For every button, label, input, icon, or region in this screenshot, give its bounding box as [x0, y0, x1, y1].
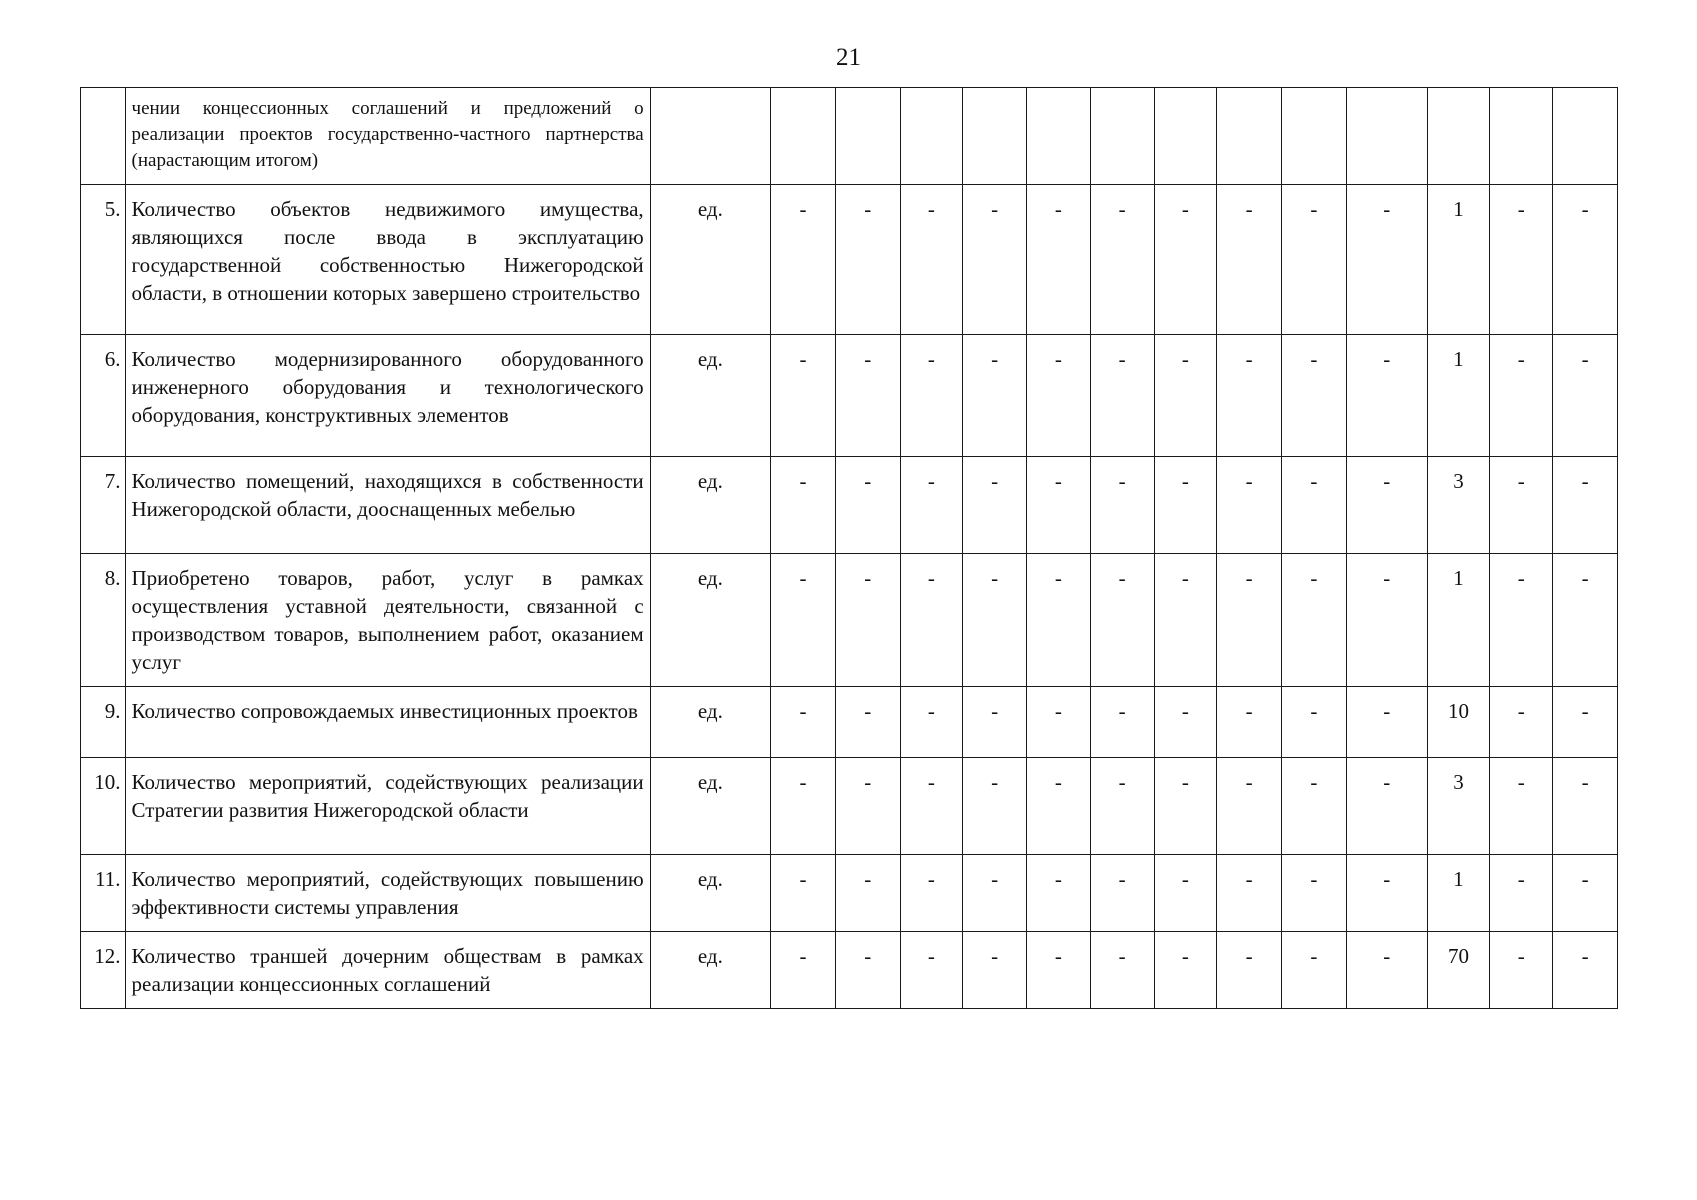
value-cell: - [1346, 335, 1427, 457]
value-cell: - [900, 554, 963, 687]
value-cell: - [1553, 932, 1618, 1009]
value-cell: - [1490, 457, 1553, 554]
indicator-description: Количество мероприятий, содействующих реализации Стратегии развития Нижегородской области [125, 758, 650, 855]
table-row [81, 687, 1618, 758]
value-cell: - [900, 457, 963, 554]
value-cell: - [963, 932, 1027, 1009]
value-cell: 1 [1427, 855, 1490, 932]
value-cell: - [1553, 758, 1618, 855]
value-cell: - [771, 554, 836, 687]
value-cell: - [1490, 185, 1553, 335]
value-cell: - [900, 335, 963, 457]
value-cell: - [1090, 855, 1154, 932]
value-cell: - [1490, 554, 1553, 687]
value-cell: - [1553, 687, 1618, 758]
value-cell: - [771, 855, 836, 932]
value-cell: - [1027, 855, 1091, 932]
value-cell [1154, 88, 1217, 185]
value-cell: - [1346, 185, 1427, 335]
row-number: 8. [81, 554, 126, 687]
value-cell [1346, 88, 1427, 185]
value-cell: - [1027, 335, 1091, 457]
value-cell: - [1217, 687, 1282, 758]
value-cell: 3 [1427, 758, 1490, 855]
value-cell: - [900, 185, 963, 335]
indicator-description: Количество мероприятий, содействующих повышению эффективности системы управления [125, 855, 650, 932]
value-cell [1427, 88, 1490, 185]
value-cell: - [835, 335, 900, 457]
value-cell: - [835, 185, 900, 335]
value-cell: - [1281, 855, 1346, 932]
indicator-description: Количество модернизированного оборудованного инженерного оборудования и технологического оборудования, конструктивных элементов [125, 335, 650, 457]
value-cell: - [1217, 457, 1282, 554]
value-cell: - [835, 932, 900, 1009]
value-cell: - [900, 758, 963, 855]
value-cell: - [1027, 758, 1091, 855]
indicator-description: Приобретено товаров, работ, услуг в рамках осуществления уставной деятельности, связанной с производством товаров, выполнением работ, оказанием услуг [125, 554, 650, 687]
value-cell: - [1090, 335, 1154, 457]
value-cell: - [963, 457, 1027, 554]
value-cell: - [771, 932, 836, 1009]
table-row [81, 457, 1618, 554]
value-cell: - [1346, 457, 1427, 554]
value-cell: - [1281, 758, 1346, 855]
value-cell: - [1217, 932, 1282, 1009]
value-cell: - [1553, 185, 1618, 335]
value-cell: - [835, 687, 900, 758]
value-cell: - [771, 185, 836, 335]
value-cell: - [1090, 932, 1154, 1009]
value-cell: - [1027, 687, 1091, 758]
table-body [81, 88, 1618, 1009]
indicators-table [80, 87, 1618, 1009]
row-number: 9. [81, 687, 126, 758]
value-cell: - [1090, 185, 1154, 335]
value-cell: - [1154, 855, 1217, 932]
value-cell: - [1154, 932, 1217, 1009]
unit-cell: ед. [650, 758, 770, 855]
indicator-description: Количество объектов недвижимого имущества, являющихся после ввода в эксплуатацию государственной собственностью Нижегородской области, в отношении которых завершено строительство [125, 185, 650, 335]
value-cell: - [1346, 855, 1427, 932]
table-row [81, 335, 1618, 457]
value-cell: 1 [1427, 185, 1490, 335]
value-cell: - [1281, 335, 1346, 457]
value-cell: - [963, 758, 1027, 855]
unit-cell: ед. [650, 185, 770, 335]
indicator-description: Количество помещений, находящихся в собственности Нижегородской области, дооснащенных мебелью [125, 457, 650, 554]
unit-cell: ед. [650, 457, 770, 554]
value-cell: - [1490, 855, 1553, 932]
value-cell: - [1346, 554, 1427, 687]
table-row [81, 88, 1618, 185]
table-row [81, 554, 1618, 687]
value-cell: - [963, 185, 1027, 335]
unit-cell: ед. [650, 335, 770, 457]
value-cell: - [1217, 758, 1282, 855]
indicator-description: Количество траншей дочерним обществам в рамках реализации концессионных соглашений [125, 932, 650, 1009]
value-cell: - [835, 554, 900, 687]
value-cell [1553, 88, 1618, 185]
value-cell: - [1027, 932, 1091, 1009]
unit-cell [650, 88, 770, 185]
value-cell: - [1154, 758, 1217, 855]
value-cell: - [835, 855, 900, 932]
value-cell: - [771, 758, 836, 855]
value-cell: - [963, 335, 1027, 457]
value-cell [1490, 88, 1553, 185]
row-number [81, 88, 126, 185]
value-cell: - [1553, 457, 1618, 554]
value-cell [963, 88, 1027, 185]
unit-cell: ед. [650, 687, 770, 758]
value-cell: - [1490, 758, 1553, 855]
value-cell [1090, 88, 1154, 185]
value-cell: - [900, 687, 963, 758]
value-cell: - [900, 855, 963, 932]
table-row [81, 855, 1618, 932]
value-cell: - [963, 554, 1027, 687]
value-cell [771, 88, 836, 185]
row-number: 12. [81, 932, 126, 1009]
value-cell: - [1553, 855, 1618, 932]
value-cell: - [1217, 185, 1282, 335]
value-cell: 1 [1427, 554, 1490, 687]
value-cell: - [1154, 687, 1217, 758]
value-cell: - [1154, 554, 1217, 687]
row-number: 5. [81, 185, 126, 335]
value-cell: - [835, 457, 900, 554]
value-cell: - [1490, 687, 1553, 758]
value-cell: - [1346, 687, 1427, 758]
value-cell: - [1027, 457, 1091, 554]
indicator-description: чении концессионных соглашений и предложений о реализации проектов государственно-частного партнерства (нарастающим итогом) [125, 88, 650, 185]
value-cell: - [1090, 554, 1154, 687]
table-row [81, 758, 1618, 855]
value-cell: - [1217, 554, 1282, 687]
value-cell: - [1346, 932, 1427, 1009]
value-cell [1217, 88, 1282, 185]
indicator-description: Количество сопровождаемых инвестиционных проектов [125, 687, 650, 758]
value-cell: - [1154, 457, 1217, 554]
value-cell: - [1281, 185, 1346, 335]
value-cell: - [1346, 758, 1427, 855]
value-cell: - [1217, 855, 1282, 932]
value-cell: - [1217, 335, 1282, 457]
value-cell: - [771, 457, 836, 554]
row-number: 11. [81, 855, 126, 932]
table-row [81, 185, 1618, 335]
unit-cell: ед. [650, 855, 770, 932]
value-cell: - [1154, 335, 1217, 457]
value-cell: - [1281, 932, 1346, 1009]
value-cell: - [1090, 687, 1154, 758]
row-number: 7. [81, 457, 126, 554]
value-cell [900, 88, 963, 185]
value-cell: - [1027, 554, 1091, 687]
row-number: 6. [81, 335, 126, 457]
unit-cell: ед. [650, 554, 770, 687]
value-cell: - [1490, 932, 1553, 1009]
value-cell: - [963, 687, 1027, 758]
value-cell: 70 [1427, 932, 1490, 1009]
row-number: 10. [81, 758, 126, 855]
table-row [81, 932, 1618, 1009]
value-cell: - [900, 932, 963, 1009]
value-cell: - [963, 855, 1027, 932]
value-cell: - [1027, 185, 1091, 335]
value-cell: - [1154, 185, 1217, 335]
value-cell: - [1090, 758, 1154, 855]
value-cell: 1 [1427, 335, 1490, 457]
page-number: 21 [836, 44, 861, 71]
value-cell: - [1490, 335, 1553, 457]
value-cell: - [1090, 457, 1154, 554]
value-cell: 3 [1427, 457, 1490, 554]
value-cell: - [1553, 335, 1618, 457]
value-cell [1281, 88, 1346, 185]
value-cell: - [835, 758, 900, 855]
unit-cell: ед. [650, 932, 770, 1009]
value-cell [835, 88, 900, 185]
value-cell: - [771, 335, 836, 457]
value-cell: 10 [1427, 687, 1490, 758]
value-cell: - [1281, 687, 1346, 758]
value-cell: - [771, 687, 836, 758]
value-cell: - [1281, 554, 1346, 687]
value-cell: - [1281, 457, 1346, 554]
value-cell: - [1553, 554, 1618, 687]
value-cell [1027, 88, 1091, 185]
